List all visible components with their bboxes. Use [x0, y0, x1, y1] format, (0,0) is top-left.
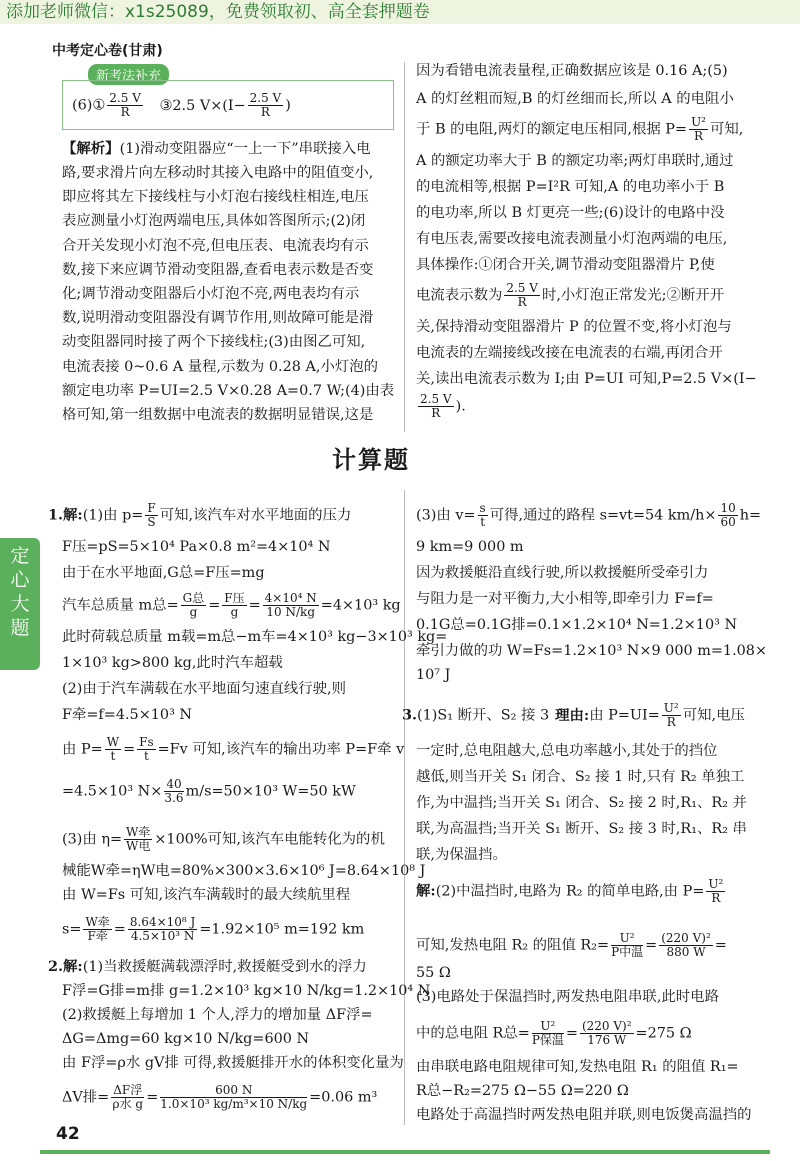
denominator: g: [189, 605, 198, 619]
fraction: [111, 1084, 144, 1111]
q1-line: [62, 736, 404, 763]
numerator: G总: [182, 591, 205, 605]
analysis-line: 电流表接 0~0.6 A 量程,示数为 0.28 A,小灯泡的: [62, 359, 379, 375]
text: =Fv 可知,该汽车的输出功率 P=F牵 v: [157, 741, 405, 758]
text: 由 P=UI=: [589, 707, 660, 724]
question-number: 2.: [48, 958, 64, 975]
text: =: [208, 597, 221, 614]
text: ΔV排=: [62, 1089, 110, 1106]
numerator: W: [106, 735, 120, 749]
numerator: W牵: [126, 825, 151, 839]
fraction: [164, 778, 183, 805]
text: s=: [62, 921, 82, 938]
numerator: U²: [532, 1020, 564, 1034]
text: =: [113, 921, 126, 938]
q3-line: 55 Ω: [416, 965, 451, 981]
text: (1)由 p=: [82, 507, 144, 524]
q3-line: (3)电路处于保温挡时,两发热电阻串联,此时电路: [416, 989, 719, 1005]
fraction: [128, 916, 197, 943]
solution-label: 解:: [63, 958, 83, 975]
numerator: (220 V)²: [581, 1019, 632, 1033]
solution-label: 解:: [63, 506, 83, 524]
q3-line: 作,为中温挡;当开关 S₁ 闭合、S₂ 接 2 时,R₁、R₂ 并: [416, 795, 747, 811]
fraction: [662, 702, 681, 729]
q2-line: 10⁷ J: [416, 667, 451, 683]
numerator: U²: [708, 877, 724, 891]
side-tab-char: 大: [10, 593, 30, 615]
numerator: W牵: [85, 915, 110, 929]
q3-line: 越低,则当开关 S₁ 闭合、S₂ 接 1 时,只有 R₂ 单独工: [416, 769, 745, 785]
denominator: R: [694, 129, 704, 143]
reason-label: 理由:: [555, 706, 590, 724]
q3-line: 联,为保温挡。: [416, 847, 507, 863]
analysis-line: [62, 140, 371, 158]
box-text: ): [285, 97, 291, 114]
fraction: [532, 1020, 564, 1047]
analysis-line: 表应测量小灯泡两端电压,具体如答图所示;(2)闭: [62, 213, 366, 229]
denominator: t: [110, 749, 116, 763]
q2-line: [416, 502, 761, 529]
side-tab-char: 定: [10, 545, 30, 567]
text: ×100%可知,该汽车电能转化为的机: [154, 831, 385, 848]
denominator: t: [480, 515, 486, 529]
q2-line: [62, 1084, 377, 1111]
text: =1.92×10⁵ m=192 km: [199, 921, 365, 938]
q2-line: 因为救援艇沿直线行驶,所以救援艇所受牵引力: [416, 565, 709, 581]
numerator: 2.5 V: [109, 91, 141, 105]
text: (2)中温挡时,电路为 R₂ 的简单电路,由 P=: [435, 883, 705, 900]
denominator: R: [517, 295, 527, 309]
fraction: [105, 736, 121, 763]
q1-line: [62, 826, 385, 853]
numerator: U²: [691, 115, 706, 129]
analysis-line: 数,说明滑动变阻器没有调节作用,则故障可能是滑: [62, 310, 374, 326]
fraction: [137, 736, 155, 763]
analysis-line: 路,要求滑片向左移动时其接入电路中的阻值变小,: [62, 165, 374, 181]
analysis-line: 化;调节滑动变阻器后小灯泡不亮,两电表均有示: [62, 286, 360, 302]
column-divider: [404, 62, 405, 432]
fraction: [659, 932, 713, 959]
analysis-line: 即应将其左下接线柱与小灯泡右接线柱相连,电压: [62, 189, 369, 205]
numerator: Fs: [139, 735, 154, 749]
analysis-line: 有电压表,需要改接电流表测量小灯泡两端的电压,: [416, 231, 728, 247]
denominator: F牵: [87, 929, 108, 943]
fraction: [611, 932, 643, 959]
promo-banner: 添加老师微信：x1s25089，免费领取初、高全套押题卷: [0, 0, 800, 24]
analysis-line: A 的额定功率大于 B 的额定功率;两灯串联时,通过: [416, 153, 734, 169]
fraction: [504, 282, 540, 309]
fraction: [718, 502, 737, 529]
q3-line: 一定时,总电阻越大,总电功率越小,其处于的挡位: [416, 743, 718, 759]
denominator: 176 W: [587, 1033, 627, 1047]
denominator: S: [147, 515, 156, 529]
q2-line: [48, 958, 367, 976]
numerator: 4×10⁴ N: [264, 591, 317, 605]
numerator: 10: [720, 501, 736, 515]
numerator: s: [479, 501, 486, 515]
numerator: 600 N: [160, 1084, 307, 1098]
q1-line: [62, 916, 364, 943]
analysis-line: 关,读出电流表示数为 I;由 P=UI 可知,P=2.5 V×(I−: [416, 371, 757, 387]
text: =4×10³ kg: [320, 597, 401, 614]
text: =: [714, 937, 727, 954]
section-title: 计算题: [332, 446, 410, 474]
denominator: R: [711, 891, 721, 905]
analysis-line: 的电流相等,根据 P=I²R 可知,A 的电功率小于 B: [416, 179, 725, 195]
numerator: 2.5 V: [249, 91, 282, 105]
text: 于 B 的电阻,两灯的额定电压相同,根据 P=: [416, 121, 688, 138]
text: =0.06 m³: [309, 1089, 378, 1106]
analysis-label: 【解析】: [62, 140, 120, 157]
q3-line: 电路处于高温挡时两发热电阻并联,则电饭煲高温挡的: [416, 1107, 752, 1123]
q1-line: [62, 778, 356, 805]
q2-line: F浮=G排=m排 g=1.2×10³ kg×10 N/kg=1.2×10⁴ N: [62, 983, 431, 999]
text: (3)由 v=: [416, 507, 476, 524]
denominator: P中温: [611, 945, 644, 959]
text: h=: [739, 507, 762, 524]
denominator: 1.0×10³ kg/m³×10 N/kg: [160, 1097, 308, 1111]
question-number: 1.: [48, 506, 64, 524]
q2-line: 9 km=9 000 m: [416, 539, 524, 555]
q3-line: [402, 702, 745, 729]
q1-line: F压=pS=5×10⁴ Pa×0.8 m²=4×10⁴ N: [62, 539, 331, 555]
q3-line: [416, 932, 727, 959]
denominator: R: [260, 105, 270, 119]
column-divider: [404, 490, 405, 1125]
solution-label: 解:: [416, 882, 436, 900]
analysis-line: [416, 282, 724, 309]
numerator: 2.5 V: [420, 392, 452, 406]
analysis-line: 数,接下来应调节滑动变阻器,查看电表示数是否变: [62, 262, 374, 278]
fraction: [478, 502, 488, 529]
analysis-line: 的电功率,所以 B 灯更亮一些;(6)设计的电路中没: [416, 205, 725, 221]
denominator: 880 W: [666, 945, 706, 959]
q2-line: 由 F浮=ρ水 gV排 可得,救援艇排开水的体积变化量为: [62, 1055, 404, 1071]
text: =: [248, 597, 261, 614]
text: =: [565, 1025, 578, 1042]
page-footer-bar: [40, 1150, 770, 1154]
q3-line: [416, 878, 727, 905]
text: (3)由 η=: [62, 831, 123, 848]
text: 可知,该汽车对水平地面的压力: [159, 507, 352, 524]
q1-line: (2)由于汽车满载在水平地面匀速直线行驶,则: [62, 681, 346, 697]
text: ).: [455, 398, 466, 415]
analysis-line: 具体操作:①闭合开关,调节滑动变阻器滑片 P,使: [416, 257, 715, 273]
q2-line: 0.1G总=0.1G排=0.1×1.2×10⁴ N=1.2×10³ N: [416, 617, 738, 633]
analysis-line: [416, 116, 743, 143]
analysis-line: 电流表的左端接线改接在电流表的右端,再闭合开: [416, 345, 723, 361]
denominator: W电: [126, 839, 151, 853]
analysis-line: 合开关发现小灯泡不亮,但电压表、电流表均有示: [62, 238, 369, 254]
page-number: 42: [56, 1124, 80, 1144]
text: (1)S₁ 断开、S₂ 接 3: [417, 707, 550, 724]
numerator: F: [147, 501, 156, 515]
text: 汽车总质量 m总=: [62, 597, 179, 614]
q1-line: 由 W=Fs 可知,该汽车满载时的最大续航里程: [62, 887, 351, 903]
new-method-tag: 新考法补充: [88, 64, 169, 85]
denominator: ρ水 g: [112, 1097, 144, 1111]
q1-line: [62, 592, 401, 619]
text: 可知,发热电阻 R₂ 的阻值 R₂=: [416, 937, 610, 954]
text: 可得,通过的路程 s=vt=54 km/h×: [489, 507, 717, 524]
denominator: g: [230, 605, 239, 619]
fraction: [418, 393, 454, 420]
denominator: t: [143, 749, 149, 763]
denominator: P保温: [531, 1033, 564, 1047]
numerator: ΔF浮: [113, 1083, 143, 1097]
text: =: [123, 741, 136, 758]
side-tab-char: 心: [10, 569, 30, 591]
denominator: 10 N/kg: [266, 605, 316, 619]
text: 可知,: [710, 121, 744, 138]
fraction: [160, 1084, 307, 1111]
box-text: ③2.5 V×(I−: [159, 97, 246, 114]
box-text: (6)①: [72, 97, 106, 114]
q3-line: 联,为高温挡;当开关 S₁ 断开、S₂ 接 3 时,R₁、R₂ 串: [416, 821, 747, 837]
q1-line: [48, 502, 351, 529]
denominator: R: [431, 406, 441, 420]
analysis-text: (1)滑动变阻器应“一上一下”串联接入电: [119, 141, 371, 157]
q2-line: (2)救援艇上每增加 1 个人,浮力的增加量 ΔF浮=: [62, 1007, 373, 1023]
analysis-line: A 的灯丝粗而短,B 的灯丝细而长,所以 A 的电阻小: [416, 91, 734, 107]
q3-line: [416, 1020, 692, 1047]
q2-line: ΔG=Δmg=60 kg×10 N/kg=600 N: [62, 1031, 310, 1047]
fraction: [124, 826, 152, 853]
text: =4.5×10³ N×: [62, 783, 163, 800]
text: 可知,电压: [682, 707, 745, 724]
q3-line: R总−R₂=275 Ω−55 Ω=220 Ω: [416, 1083, 629, 1099]
numerator: U²: [663, 701, 679, 715]
q3-line: 由串联电路电阻规律可知,发热电阻 R₁ 的阻值 R₁=: [416, 1059, 739, 1075]
q2-line: 与阻力是一对平衡力,大小相等,即牵引力 F=f=: [416, 591, 714, 607]
text: 由 P=: [62, 741, 103, 758]
fraction: [222, 592, 246, 619]
analysis-line: 额定电功率 P=UI=2.5 V×0.28 A=0.7 W;(4)由表: [62, 383, 395, 399]
book-header: 中考定心卷(甘肃): [52, 43, 163, 59]
text: =275 Ω: [635, 1025, 692, 1042]
q1-line: 由于在水平地面,G总=F压=mg: [62, 565, 265, 581]
fraction: [107, 92, 143, 119]
text: =: [146, 1089, 159, 1106]
fraction: [580, 1020, 634, 1047]
q1-line: F牵=f=4.5×10³ N: [62, 707, 193, 723]
q1-line: 械能W牵=ηW电=80%×300×3.6×10⁶ J=8.64×10⁸ J: [62, 863, 426, 879]
analysis-line: [416, 393, 466, 420]
numerator: 40: [166, 777, 182, 791]
side-tab-char: 题: [10, 617, 30, 639]
text: =: [645, 937, 658, 954]
fraction: [248, 92, 284, 119]
side-tab: [0, 538, 40, 670]
numerator: (220 V)²: [661, 931, 711, 945]
fraction: [181, 592, 207, 619]
fraction: [145, 502, 157, 529]
fraction: [706, 878, 725, 905]
denominator: 4.5×10³ N: [130, 929, 195, 943]
text: 时,小灯泡正常发光;②断开开: [541, 287, 725, 304]
fraction: [263, 592, 319, 619]
numerator: U²: [611, 932, 643, 946]
numerator: F压: [224, 591, 245, 605]
denominator: R: [666, 715, 676, 729]
question-number: 3.: [402, 706, 418, 724]
analysis-line: 动变阻器同时接了两个下接线柱;(3)由图乙可知,: [62, 334, 366, 350]
analysis-line: 因为看错电流表量程,正确数据应该是 0.16 A;(5): [416, 63, 728, 79]
denominator: 60: [720, 515, 736, 529]
text: 中的总电阻 R总=: [416, 1025, 530, 1042]
analysis-line: 格可知,第一组数据中电流表的数据明显错误,这是: [62, 407, 374, 423]
text: 电流表示数为: [416, 287, 503, 304]
q1-line: 1×10³ kg>800 kg,此时汽车超载: [62, 655, 283, 671]
q1-line: 此时荷载总质量 m载=m总−m车=4×10³ kg−3×10³ kg=: [62, 629, 448, 645]
text: m/s=50×10³ W=50 kW: [185, 783, 356, 800]
numerator: 8.64×10⁸ J: [129, 915, 196, 929]
fraction: [689, 116, 708, 143]
denominator: 3.6: [164, 791, 184, 805]
q2-line: 牵引力做的功 W=Fs=1.2×10³ N×9 000 m=1.08×: [416, 643, 768, 659]
text: (1)当救援艇满载漂浮时,救援艇受到水的浮力: [82, 959, 367, 975]
box-line: [72, 92, 291, 119]
fraction: [83, 916, 111, 943]
analysis-line: 关,保持滑动变阻器滑片 P 的位置不变,将小灯泡与: [416, 319, 732, 335]
numerator: 2.5 V: [506, 281, 538, 295]
denominator: R: [120, 105, 130, 119]
